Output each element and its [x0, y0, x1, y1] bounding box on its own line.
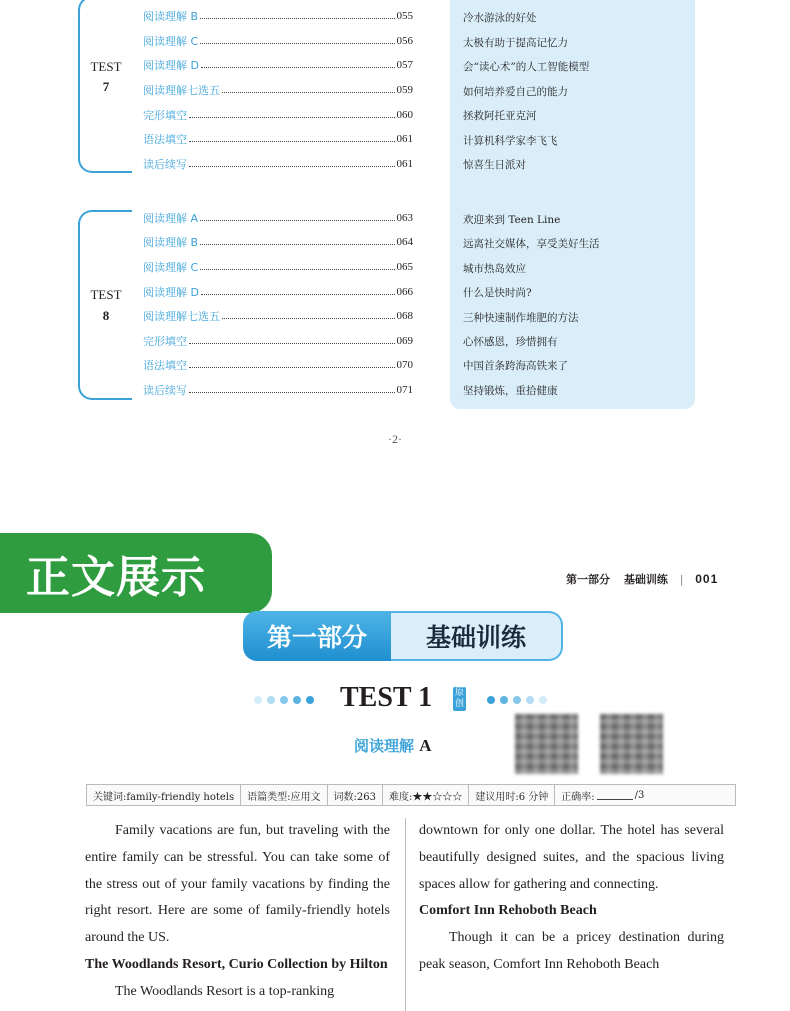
running-head-section: 基础训练 — [623, 573, 668, 586]
description-item: 会“读心术”的人工智能模型 — [463, 61, 590, 73]
toc-item[interactable]: 阅读理解 C 056 — [143, 35, 413, 48]
test8-label: TEST — [90, 287, 122, 302]
reading-title — [354, 735, 432, 756]
toc-item[interactable]: 语法填空 061 — [143, 133, 413, 146]
test8-bracket — [78, 210, 132, 400]
hotel-heading: Comfort Inn Rehoboth Beach — [419, 903, 597, 919]
description-item: 冷水游泳的好处 — [463, 12, 537, 24]
description-item: 欢迎来到 Teen Line — [463, 214, 561, 226]
toc-item[interactable]: 阅读理解 B 064 — [143, 236, 413, 249]
info-bar — [86, 784, 736, 806]
description-item: 拯救阿托亚克河 — [463, 110, 537, 122]
toc-item[interactable]: 阅读理解 D 057 — [143, 59, 413, 72]
test-title: TEST 1 — [340, 682, 433, 713]
running-head — [566, 571, 718, 587]
decorative-dots-left — [254, 696, 314, 704]
description-item: 远离社交媒体，享受美好生活 — [463, 238, 600, 250]
description-item: 坚持锻炼，重拾健康 — [463, 385, 558, 397]
description-item: 心怀感恩，珍惜拥有 — [463, 336, 558, 348]
toc-item[interactable]: 完形填空 069 — [143, 335, 413, 348]
toc-item[interactable]: 阅读理解七选五 068 — [143, 310, 413, 323]
qr-code-icon[interactable] — [515, 714, 578, 774]
test8-number: 8 — [102, 308, 110, 323]
paragraph: Family vacations are fun, but traveling with the entire family can be stressful. You can take some of the stress out of your family vacations by finding the right resort. Here are some of family-friendly hotels around the US. — [85, 823, 390, 946]
toc-item[interactable]: 阅读理解 B 055 — [143, 10, 413, 23]
info-accuracy-label: 正确率: — [561, 791, 595, 803]
column-divider — [405, 818, 406, 1011]
original-tag: 原创 — [454, 688, 464, 709]
sample-badge — [0, 533, 272, 613]
toc-item[interactable]: 阅读理解七选五 059 — [143, 84, 413, 97]
hotel-heading: The Woodlands Resort, Curio Collection by Hilton — [85, 956, 388, 972]
left-column — [85, 818, 390, 1006]
description-item: 惊喜生日派对 — [463, 159, 526, 171]
sample-badge-label: 正文展示 — [26, 552, 206, 603]
reading-title-en: A — [419, 736, 432, 755]
running-head-separator: | — [679, 573, 684, 586]
description-item: 如何培养爱自己的能力 — [463, 86, 568, 98]
info-genre: 语篇类型:应用文 — [241, 785, 327, 805]
right-column — [419, 818, 724, 979]
toc-item[interactable]: 完形填空 060 — [143, 109, 413, 122]
info-word-count: 词数:263 — [328, 785, 383, 805]
reading-title-cn: 阅读理解 — [354, 737, 415, 755]
running-head-part: 第一部分 — [566, 573, 610, 586]
toc-item[interactable]: 阅读理解 C 065 — [143, 261, 413, 274]
info-accuracy — [555, 785, 650, 805]
toc-item[interactable]: 语法填空 070 — [143, 359, 413, 372]
info-keywords: 关键词:family-friendly hotels — [87, 785, 241, 805]
description-item: 什么是快时尚? — [463, 287, 532, 299]
description-item: 城市热岛效应 — [463, 263, 526, 275]
toc-page-number: ·2· — [388, 432, 402, 446]
test-title-row — [250, 682, 560, 718]
test7-bracket — [78, 0, 132, 173]
toc-item[interactable]: 读后续写 061 — [143, 158, 413, 171]
test7-label: TEST — [90, 59, 122, 74]
description-item: 计算机科学家李飞飞 — [463, 135, 558, 147]
toc-item[interactable]: 读后续写 071 — [143, 384, 413, 397]
paragraph: downtown for only one dollar. The hotel has several beautifully designed suites, and the spacious living spaces allow for gathering and connecting. — [419, 823, 724, 892]
paragraph: The Woodlands Resort is a top-ranking — [115, 983, 335, 999]
section-banner-title: 基础训练 — [391, 611, 563, 661]
info-accuracy-total: /3 — [634, 789, 645, 801]
qr-code-icon[interactable] — [600, 714, 663, 774]
description-item: 中国首条跨海高铁来了 — [463, 360, 568, 372]
section-banner-part: 第一部分 — [243, 611, 391, 661]
running-head-page: 001 — [695, 572, 719, 586]
decorative-dots-right — [487, 696, 547, 704]
test7-number: 7 — [102, 79, 110, 94]
description-item: 太极有助于提高记忆力 — [463, 37, 568, 49]
paragraph: Though it can be a pricey destination during peak season, Comfort Inn Rehoboth Beach — [419, 930, 724, 972]
info-difficulty: 难度:★★☆☆☆ — [383, 785, 469, 805]
description-item: 三种快速制作堆肥的方法 — [463, 312, 579, 324]
toc-item[interactable]: 阅读理解 D 066 — [143, 286, 413, 299]
section-banner — [243, 611, 563, 661]
accuracy-blank[interactable] — [597, 790, 633, 800]
info-time: 建议用时:6 分钟 — [469, 785, 555, 805]
toc-item[interactable]: 阅读理解 A 063 — [143, 212, 413, 225]
